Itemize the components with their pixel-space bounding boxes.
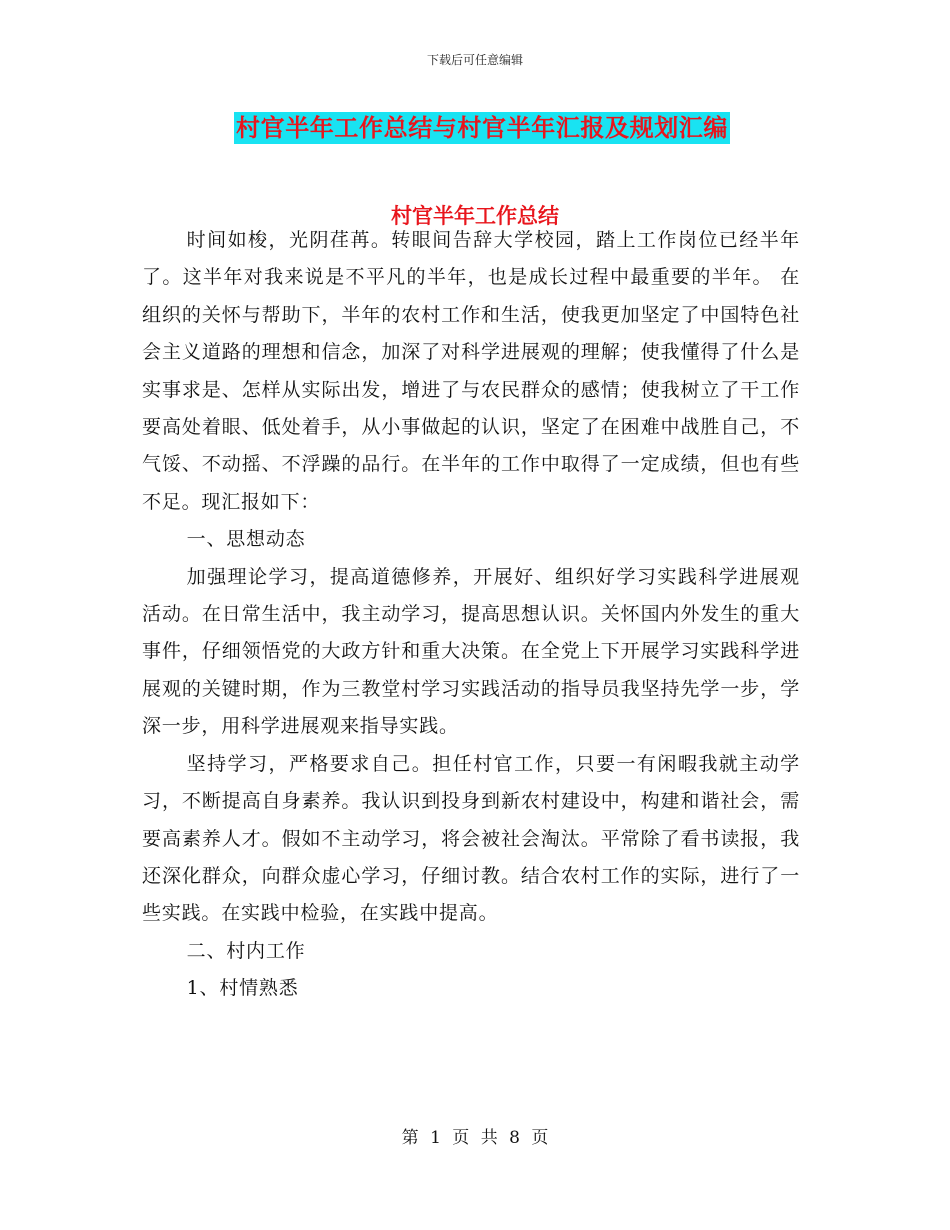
heading-village-work: 二、村内工作 — [186, 939, 306, 962]
paragraph-self-discipline: 坚持学习，严格要求自己。担任村官工作，只要一有闲暇我就主动学习，不断提高自身素养。我认识到投身到新农村建设中，构建和谐社会，需要高素养人才。假如不主动学习，将会被社会淘汰。平常除了看书读报，我还深化群众，向群众虚心学习，仔细讨教。结合农村工作的实际，进行了一些实践。在实践中检验，在实践中提高。 — [142, 752, 800, 925]
document-title: 村官半年工作总结与村官半年汇报及规划汇编 — [236, 114, 728, 142]
page-number-footer: 第 1 页 共 8 页 — [401, 1128, 549, 1148]
heading-thought: 一、思想动态 — [186, 528, 306, 551]
paragraph-intro: 时间如梭，光阴荏苒。转眼间告辞大学校园，踏上工作岗位已经半年了。这半年对我来说是不平凡的半年，也是成长过程中最重要的半年。 在组织的关怀与帮助下，半年的农村工作和生活，使我更加坚定了中国特色社会主义道路的理想和信念，加深了对科学进展观的理解；使我懂得了什么是实事求是、怎样从实际出发，增进了与农民群众的感情；使我树立了干工作要高处着眼、低处着手，从小事做起的认识，坚定了在困难中战胜自己，不气馁、不动摇、不浮躁的品行。在半年的工作中取得了一定成绩，但也有些不足。现汇报如下： — [142, 229, 800, 513]
document-body — [142, 222, 800, 1008]
page-header-note: 下载后可任意编辑 — [426, 53, 523, 67]
heading-village-familiarity: 1、村情熟悉 — [186, 977, 299, 1000]
paragraph-theory-study: 加强理论学习，提高道德修养，开展好、组织好学习实践科学进展观活动。在日常生活中，我主动学习，提高思想认识。关怀国内外发生的重大事件，仔细领悟党的大政方针和重大决策。在全党上下开展学习实践科学进展观的关键时期，作为三教堂村学习实践活动的指导员我坚持先学一步，学深一步，用科学进展观来指导实践。 — [142, 565, 800, 738]
section-title: 村官半年工作总结 — [391, 204, 559, 228]
